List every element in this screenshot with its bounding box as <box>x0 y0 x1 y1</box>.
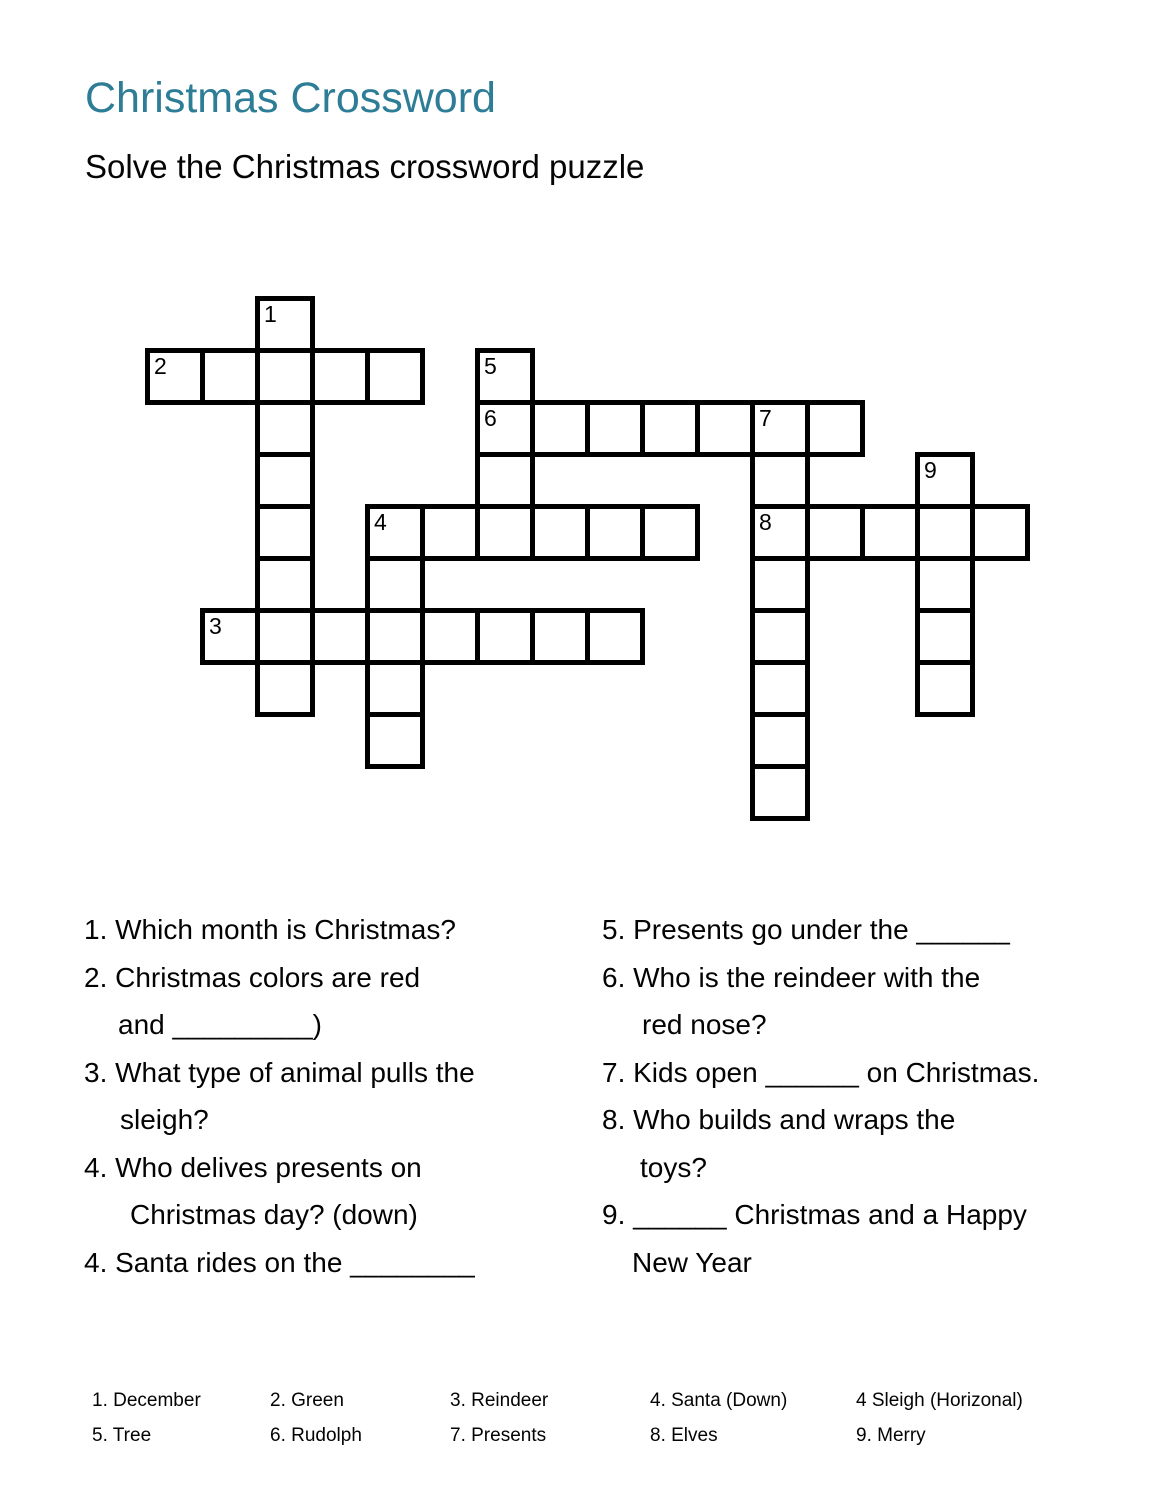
grid-clue-number: 1 <box>264 301 277 327</box>
grid-cell[interactable] <box>255 504 315 561</box>
grid-cell[interactable] <box>750 452 810 509</box>
crossword-grid <box>145 296 1030 821</box>
grid-clue-number: 4 <box>374 509 387 535</box>
clues-left-column <box>84 906 475 1286</box>
clue-line: 9. ______ Christmas and a Happy <box>602 1199 1027 1230</box>
grid-cell[interactable] <box>255 400 315 457</box>
clue-line: 6. Who is the reindeer with the <box>602 961 981 993</box>
grid-cell[interactable] <box>255 556 315 613</box>
grid-cell[interactable] <box>475 452 535 509</box>
grid-cell[interactable] <box>420 504 480 561</box>
answer-item: 5. Tree <box>92 1425 152 1446</box>
answer-item: 4. Santa (Down) <box>650 1390 788 1411</box>
grid-cell[interactable] <box>585 400 645 457</box>
grid-cell[interactable] <box>200 348 260 405</box>
clue-line: Christmas day? (down) <box>130 1199 418 1230</box>
grid-cell[interactable] <box>255 348 315 405</box>
grid-cell[interactable] <box>255 608 315 665</box>
clue-line: toys? <box>640 1151 707 1183</box>
grid-cell[interactable] <box>915 608 975 665</box>
clue-line: red nose? <box>642 1009 767 1040</box>
grid-clue-number: 8 <box>759 509 772 535</box>
grid-clue-number: 5 <box>484 353 497 379</box>
grid-cell[interactable] <box>530 400 590 457</box>
grid-cell[interactable] <box>310 348 370 405</box>
grid-cell[interactable] <box>365 712 425 769</box>
clue-line: 5. Presents go under the ______ <box>602 914 1010 945</box>
clue-line: 7. Kids open ______ on Christmas. <box>602 1056 1040 1088</box>
grid-cell[interactable] <box>420 608 480 665</box>
grid-cell[interactable] <box>475 504 535 561</box>
grid-cell[interactable] <box>365 348 425 405</box>
clue-line: 3. What type of animal pulls the <box>84 1056 475 1088</box>
clue-line: 4. Santa rides on the ________ <box>84 1246 475 1278</box>
grid-cell[interactable] <box>530 504 590 561</box>
grid-cell[interactable] <box>255 452 315 509</box>
clue-line: New Year <box>632 1246 752 1278</box>
answer-item: 8. Elves <box>650 1425 718 1446</box>
grid-clue-number: 7 <box>759 405 772 431</box>
grid-cell[interactable] <box>530 608 590 665</box>
answer-item: 6. Rudolph <box>270 1425 362 1446</box>
clue-line: and _________) <box>118 1009 322 1040</box>
grid-cell[interactable] <box>805 400 865 457</box>
grid-cell[interactable] <box>475 608 535 665</box>
grid-cell[interactable] <box>915 660 975 717</box>
grid-clue-number: 2 <box>154 353 167 379</box>
clue-line: sleigh? <box>120 1104 209 1135</box>
grid-cell[interactable] <box>365 608 425 665</box>
grid-cell[interactable] <box>805 504 865 561</box>
grid-cell[interactable] <box>750 556 810 613</box>
grid-clue-number: 3 <box>209 613 222 639</box>
clue-line: 1. Which month is Christmas? <box>84 914 456 945</box>
clue-line: 8. Who builds and wraps the <box>602 1104 956 1135</box>
answer-item: 3. Reindeer <box>450 1390 549 1411</box>
grid-clue-number: 9 <box>924 457 937 483</box>
answer-item: 9. Merry <box>856 1425 926 1446</box>
grid-cell[interactable] <box>585 504 645 561</box>
grid-cell[interactable] <box>915 556 975 613</box>
answer-item: 7. Presents <box>450 1425 547 1446</box>
grid-cell[interactable] <box>915 504 975 561</box>
grid-cell[interactable] <box>695 400 755 457</box>
grid-cell[interactable] <box>750 608 810 665</box>
grid-cell[interactable] <box>365 556 425 613</box>
grid-cell[interactable] <box>970 504 1030 561</box>
grid-cell[interactable] <box>310 608 370 665</box>
grid-cell[interactable] <box>750 712 810 769</box>
answer-item: 2. Green <box>270 1390 344 1411</box>
grid-cell[interactable] <box>750 660 810 717</box>
answer-item: 4 Sleigh (Horizonal) <box>856 1390 1023 1411</box>
answer-item: 1. December <box>92 1390 201 1411</box>
clue-line: 2. Christmas colors are red <box>84 961 421 993</box>
clues-right-column <box>602 906 1039 1286</box>
grid-clue-number: 6 <box>484 405 497 431</box>
page-title: Christmas Crossword <box>85 74 496 122</box>
grid-cell[interactable] <box>750 764 810 821</box>
grid-cell[interactable] <box>365 660 425 717</box>
grid-cell[interactable] <box>640 400 700 457</box>
clue-line: 4. Who delives presents on <box>84 1151 422 1183</box>
grid-cell[interactable] <box>585 608 645 665</box>
grid-cell[interactable] <box>255 660 315 717</box>
grid-cell[interactable] <box>640 504 700 561</box>
grid-cell[interactable] <box>860 504 920 561</box>
page-subtitle: Solve the Christmas crossword puzzle <box>85 148 645 185</box>
